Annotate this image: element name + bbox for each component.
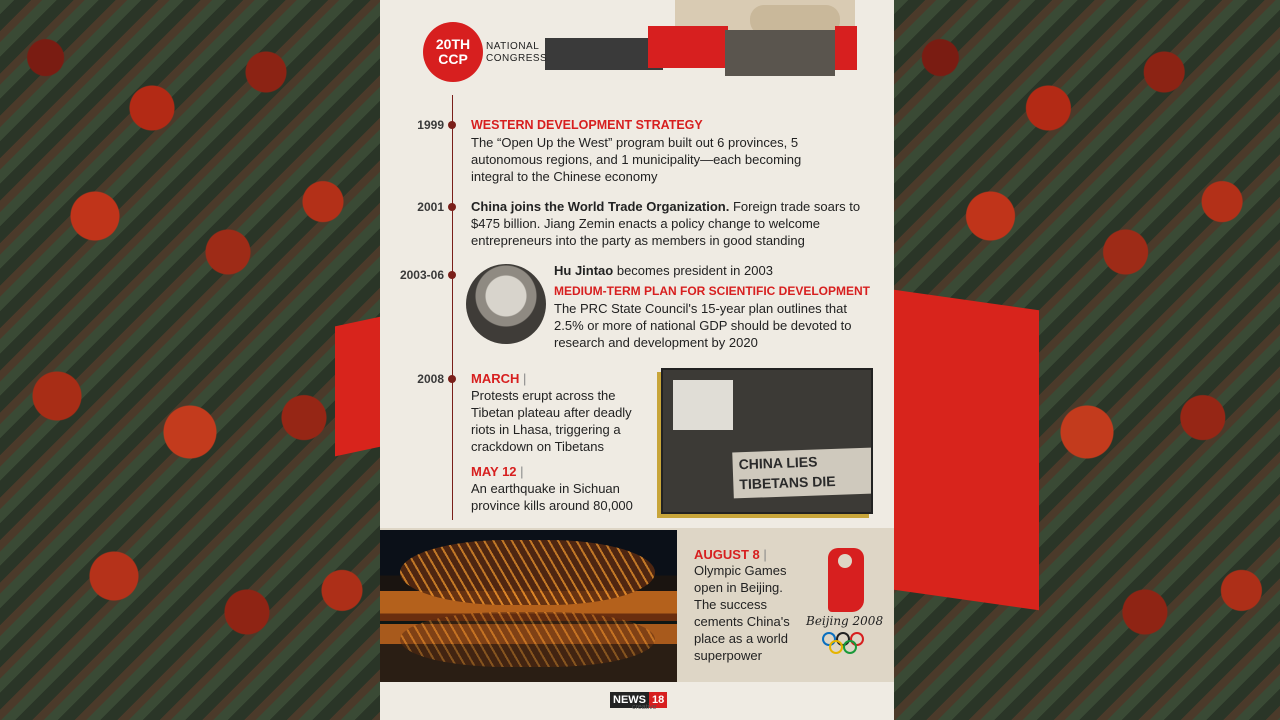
entry-2001-body: Foreign trade soars to $475 billion. Jiang Zemin enacts a policy change to welcome entrepreneurs into the party as members in good standing <box>471 199 861 248</box>
may-body: An earthquake in Sichuan province kills around 80,000 <box>471 481 633 513</box>
march-body: Protests erupt across the Tibetan plateau after deadly riots in Lhasa, triggering a crackdown on Tibetans <box>471 388 632 454</box>
red-flag <box>335 314 380 457</box>
beijing-2008-emblem <box>828 548 864 612</box>
protest-banner <box>732 448 873 499</box>
background-photo-right <box>894 0 1280 720</box>
entry-2003-title: MEDIUM-TERM PLAN FOR SCIENTIFIC DEVELOPMENT <box>554 284 870 298</box>
birds-nest-stadium-photo <box>380 530 677 682</box>
timeline-dot <box>448 203 456 211</box>
timeline-line <box>452 95 453 520</box>
ccp-congress-badge <box>423 22 483 82</box>
background-photo-left <box>0 0 380 720</box>
entry-2003-body: The PRC State Council's 15-year plan outlines that 2.5% or more of national GDP should be devoted to research and development by 2020 <box>554 301 852 350</box>
timeline-dot <box>448 121 456 129</box>
footer-brand-num: 18 <box>649 692 667 708</box>
badge-line2: CCP <box>438 51 468 67</box>
may-label-text: MAY 12 <box>471 464 517 479</box>
news18-creative-logo <box>610 686 667 711</box>
march-label-text: MARCH <box>471 371 520 386</box>
subtitle-line2: CONGRESS <box>486 53 548 64</box>
subtitle-line1: NATIONAL <box>486 41 540 52</box>
badge-subtitle <box>486 41 547 65</box>
banner-line1: CHINA LIES <box>738 453 818 473</box>
hu-jintao-portrait <box>466 264 546 344</box>
entry-1999-title: WESTERN DEVELOPMENT STRATEGY <box>471 118 703 132</box>
red-flag <box>894 290 1039 610</box>
footer-brand: NEWS <box>610 692 649 708</box>
badge-line1: 20TH <box>435 36 471 52</box>
header-collage <box>545 0 885 80</box>
hu-jintao-rest: becomes president in 2003 <box>613 263 773 278</box>
may-label: MAY 12 | <box>471 464 524 479</box>
year-2003-06: 2003-06 <box>399 268 444 282</box>
olympic-rings-icon <box>822 632 878 658</box>
entry-2003-lead <box>554 262 874 279</box>
year-2001: 2001 <box>417 200 444 214</box>
entry-2001-text <box>471 198 866 249</box>
olympics-label-text: AUGUST 8 <box>694 547 760 562</box>
timeline-dot <box>448 271 456 279</box>
footer-brand-sub: creative <box>632 704 657 711</box>
olympics-label: AUGUST 8 | <box>694 547 767 562</box>
timeline-dot <box>448 375 456 383</box>
year-1999: 1999 <box>417 118 444 132</box>
banner-line2: TIBETANS DIE <box>739 472 836 493</box>
entry-1999-body: The “Open Up the West” program built out 6 provinces, 5 autonomous regions, and 1 municipality—each becoming integral to the Chinese economy <box>471 135 802 184</box>
year-2008: 2008 <box>417 372 444 386</box>
tibet-protest-photo <box>661 368 873 514</box>
olympics-body: Olympic Games open in Beijing. The success cements China's place as a world superpower <box>694 563 790 663</box>
entry-2001-lead: China joins the World Trade Organization. <box>471 199 730 214</box>
march-label: MARCH | <box>471 371 527 386</box>
hu-jintao-name: Hu Jintao <box>554 263 614 278</box>
beijing-2008-text: Beijing 2008 <box>806 614 884 628</box>
